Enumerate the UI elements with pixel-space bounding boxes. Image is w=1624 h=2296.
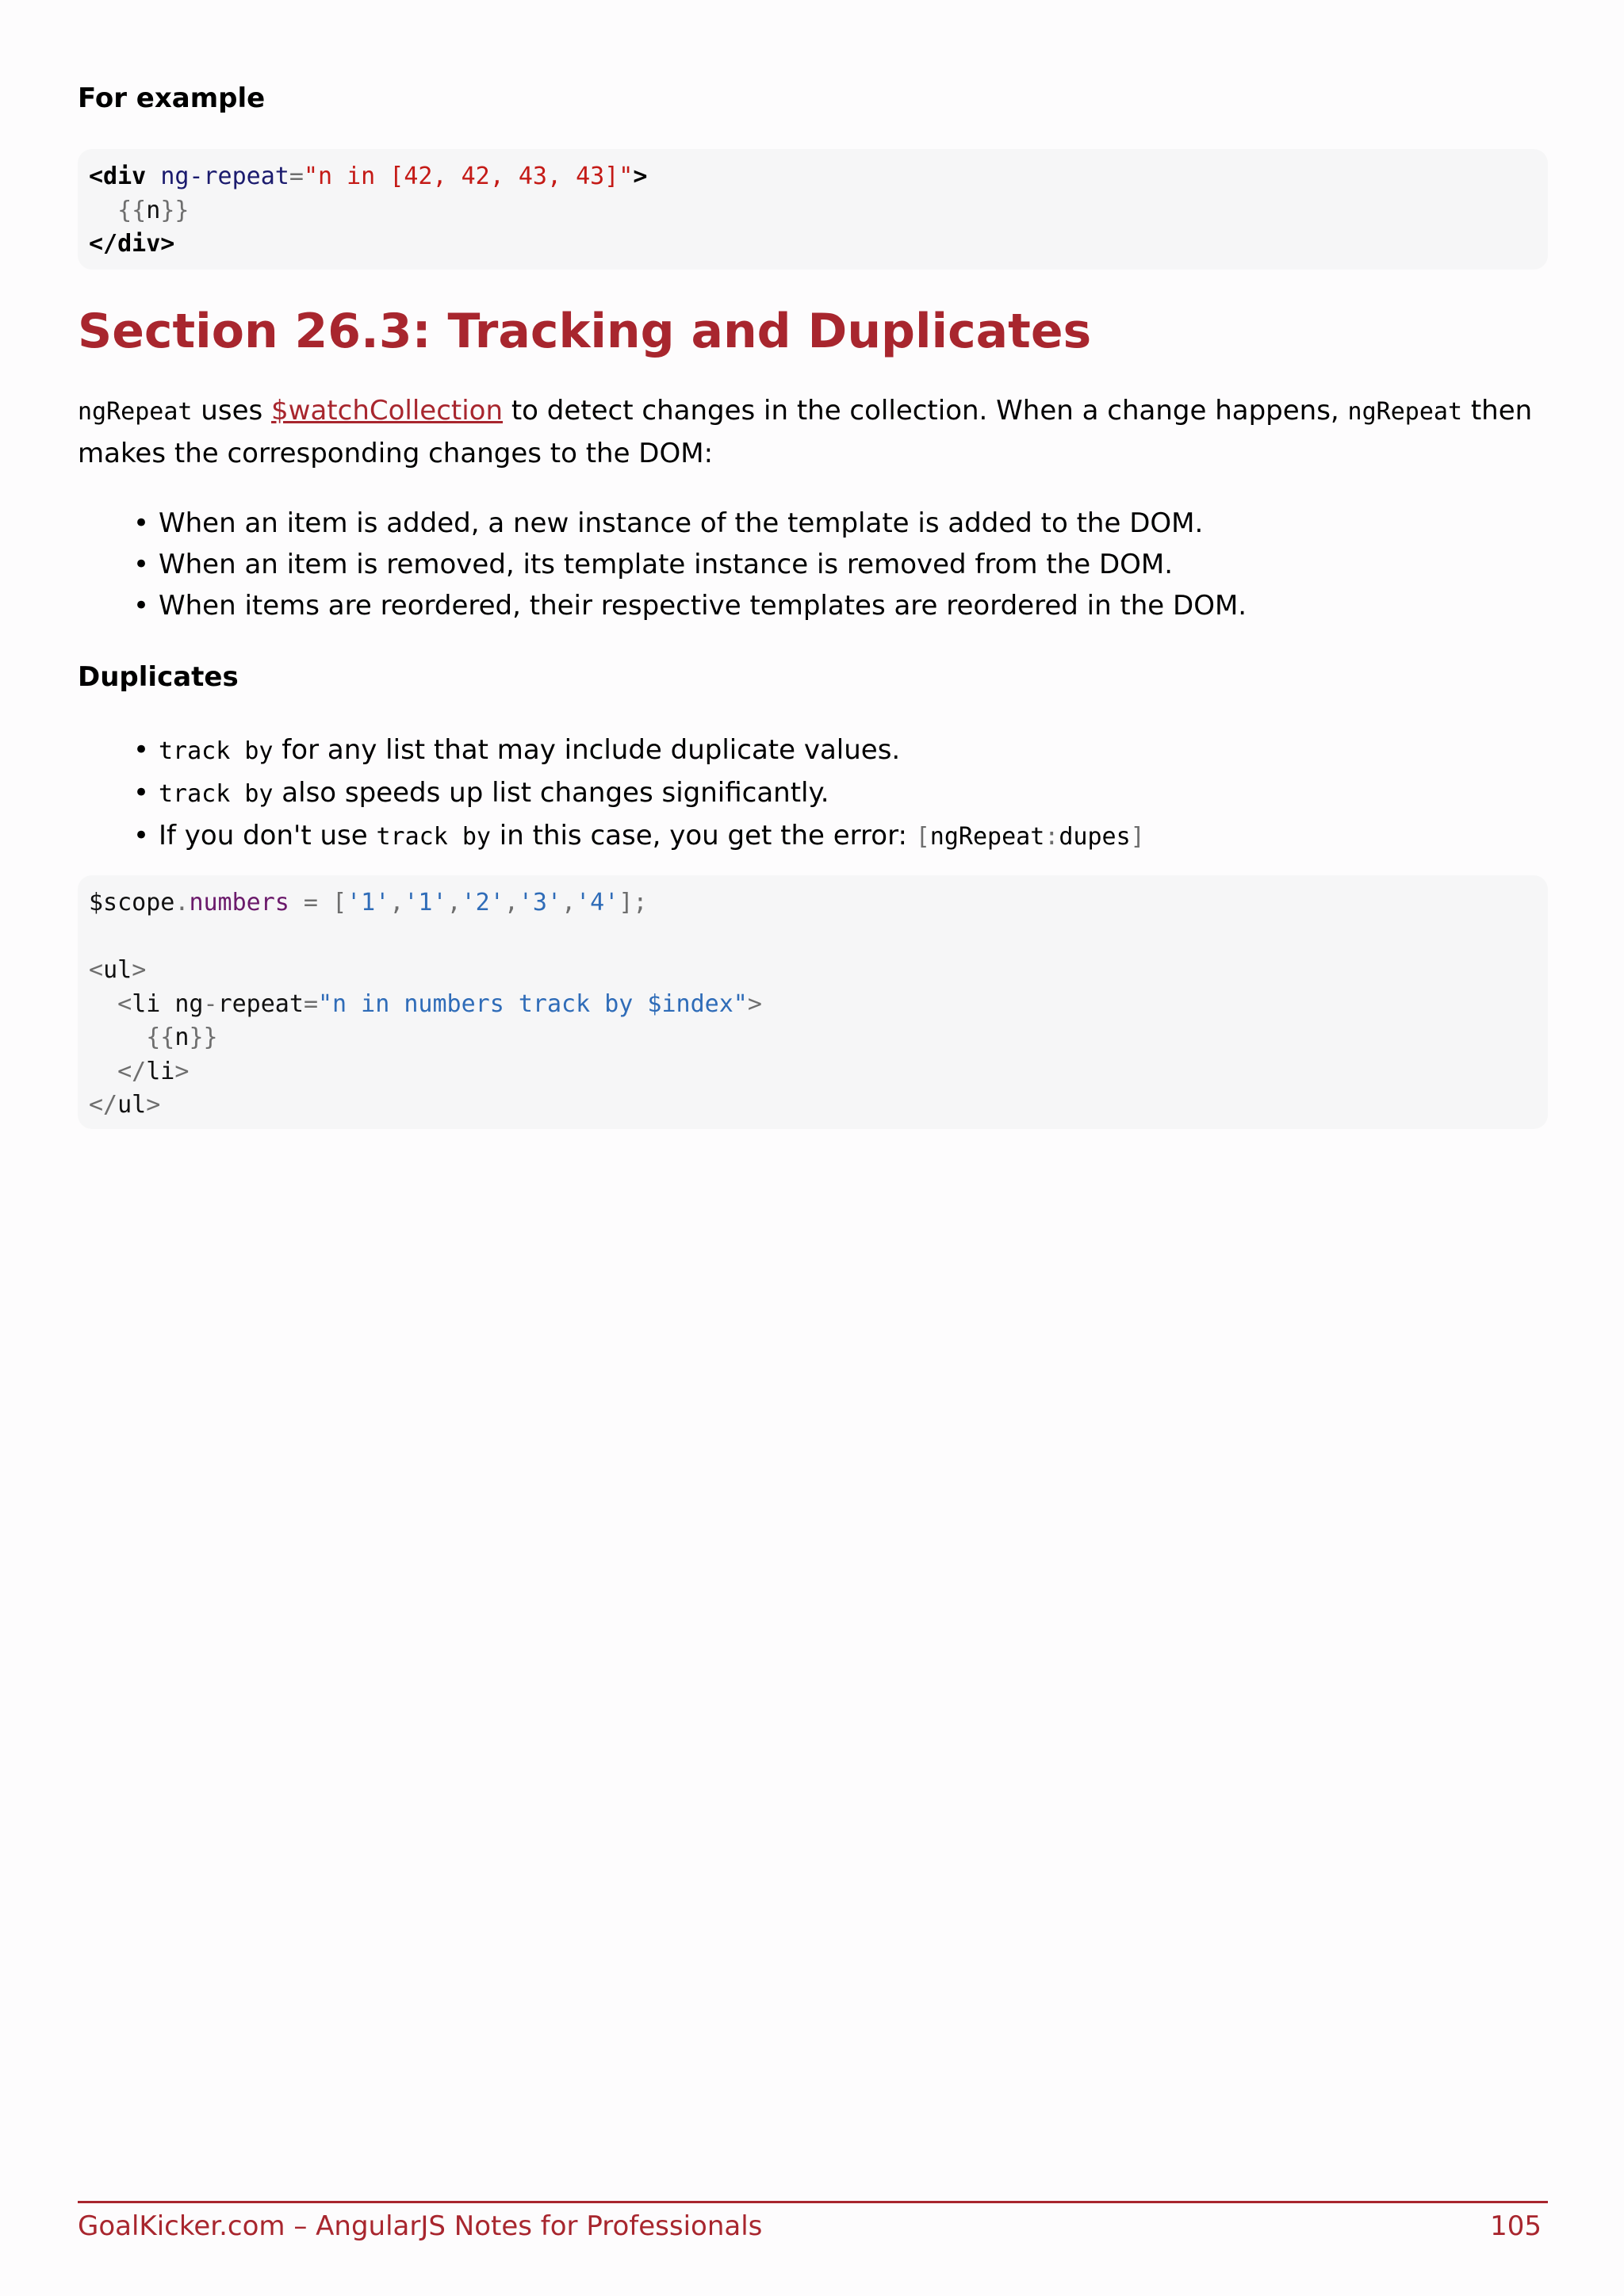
code-token: '4' [576, 889, 619, 916]
inline-code: [ [915, 823, 930, 851]
duplicates-heading: Duplicates [78, 661, 239, 693]
code-token: - [203, 989, 218, 1018]
intro-paragraph [78, 390, 1548, 474]
code-line [89, 194, 1548, 228]
bullet-icon: • [133, 777, 150, 809]
inline-code: track by [159, 737, 274, 765]
code-token: , [561, 889, 576, 916]
code-token: . [174, 889, 190, 916]
code-token: '1' [404, 889, 447, 916]
code-token: , [389, 889, 404, 916]
code-indent [89, 1058, 117, 1085]
inline-code: ngRepeat [929, 823, 1045, 851]
list-item [133, 585, 1247, 626]
list-item-text: When an item is removed, its template instance is removed from the DOM. [159, 549, 1174, 580]
code-block-duplicates [78, 875, 1548, 1129]
code-token: '3' [518, 889, 562, 916]
code-token: = [289, 163, 304, 190]
text: to detect changes in the collection. When a change happens, [503, 395, 1348, 427]
text: uses [192, 395, 272, 427]
footer-title[interactable]: GoalKicker.com – AngularJS Notes for Professionals [78, 2210, 763, 2242]
list-item [133, 544, 1247, 585]
code-token: li [146, 1057, 175, 1085]
code-token: n [174, 1024, 190, 1051]
code-token: = [289, 889, 333, 916]
code-line [89, 954, 1548, 988]
code-token: }} [160, 196, 190, 224]
code-token: ng-repeat [160, 163, 289, 190]
list-item-text: also speeds up list changes significantly. [273, 777, 829, 809]
page-number: 105 [1490, 2210, 1542, 2242]
code-token: > [747, 989, 762, 1018]
code-token: '2' [461, 889, 504, 916]
code-token: <div [89, 163, 147, 190]
inline-code: ] [1130, 823, 1145, 851]
document-page [78, 0, 1548, 2296]
inline-code: : [1044, 823, 1059, 851]
code-token: li ng [132, 989, 204, 1018]
code-token: n [146, 196, 161, 224]
code-line [89, 160, 1548, 194]
code-token: < [117, 989, 132, 1018]
list-item-text: for any list that may include duplicate values. [273, 734, 901, 766]
code-line-blank [89, 920, 1548, 955]
code-line [89, 886, 1548, 920]
code-line [89, 1089, 1548, 1123]
code-token: {{ [117, 196, 147, 224]
changes-bullet-list [133, 503, 1247, 626]
example-heading: For example [78, 82, 266, 114]
bullet-icon: • [133, 734, 150, 766]
code-indent [89, 1024, 146, 1051]
code-token: < [89, 956, 104, 984]
inline-code: ngRepeat [1347, 398, 1463, 426]
code-token: , [446, 889, 462, 916]
code-token: > [174, 1057, 190, 1085]
list-item-text: If you don't use [159, 820, 377, 851]
code-block-example [78, 149, 1548, 270]
code-token: ul [103, 956, 132, 984]
list-item [133, 772, 1145, 815]
list-item-text: in this case, you get the error: [491, 820, 916, 851]
text: then makes the corresponding changes to the DOM: [78, 395, 1533, 469]
list-item-text: When an item is added, a new instance of the template is added to the DOM. [159, 507, 1204, 539]
code-token: </ [117, 1057, 147, 1085]
watchcollection-link[interactable]: $watchCollection [271, 395, 504, 427]
code-token: repeat [217, 989, 304, 1018]
code-token: </div> [89, 230, 175, 258]
inline-code: dupes [1059, 823, 1131, 851]
code-token: }} [189, 1024, 218, 1051]
list-item-text: When items are reordered, their respective templates are reordered in the DOM. [159, 590, 1247, 622]
code-token: {{ [146, 1024, 175, 1051]
code-token: [ [332, 889, 347, 916]
list-item [133, 815, 1145, 858]
code-token: > [633, 163, 648, 190]
code-token: numbers [189, 889, 289, 916]
code-line [89, 228, 1548, 262]
bullet-icon: • [133, 820, 150, 851]
code-token: $scope [89, 889, 175, 916]
code-token: > [132, 956, 147, 984]
code-indent [89, 990, 117, 1018]
inline-code: track by [376, 823, 491, 851]
code-token: , [504, 889, 519, 916]
duplicates-bullet-list [133, 729, 1145, 858]
inline-code: ngRepeat [78, 398, 193, 426]
code-token: "n in [42, 42, 43, 43]" [303, 163, 634, 190]
code-token: = [303, 989, 318, 1018]
code-token: "n in numbers track by $index" [318, 989, 748, 1018]
code-line [89, 1055, 1548, 1089]
list-item [133, 729, 1145, 772]
code-token: </ [89, 1091, 118, 1119]
code-line [89, 988, 1548, 1022]
code-token: ul [117, 1091, 147, 1119]
bullet-icon: • [133, 507, 150, 539]
list-item [133, 503, 1247, 544]
bullet-icon: • [133, 549, 150, 580]
section-title: Section 26.3: Tracking and Duplicates [78, 304, 1092, 359]
code-token: ]; [619, 889, 648, 916]
code-token: > [146, 1091, 161, 1119]
code-token: '1' [347, 889, 390, 916]
footer-divider [78, 2201, 1548, 2203]
inline-code: track by [159, 780, 274, 808]
code-line [89, 1021, 1548, 1055]
bullet-icon: • [133, 590, 150, 622]
